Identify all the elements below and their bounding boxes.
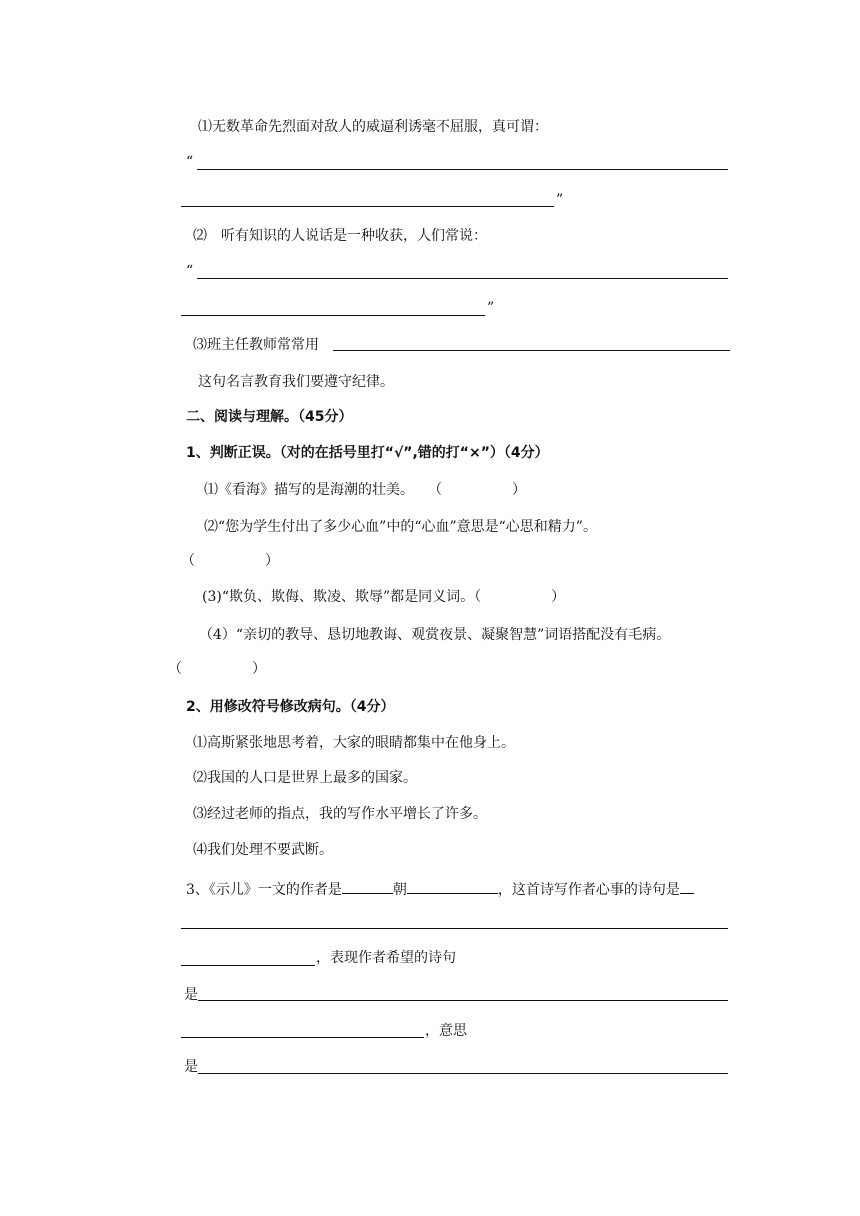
meaning-answer-line[interactable] [198,1073,728,1074]
judge-item: （4）“亲切的教导、恳切地教诲、观赏夜景、凝聚智慧”词语搭配没有毛病。 [199,627,671,643]
judge-item-bracket[interactable]: （ ） [168,661,266,677]
q3-text: ⑶班主任教师常常用 [193,337,319,353]
dynasty-blank[interactable] [342,879,393,894]
q3-answer-line[interactable] [333,350,730,351]
hope-answer-line-end[interactable] [181,1037,424,1038]
judge-heading: 1、判断正误。（对的在括号里打“√”,错的打“×”）（4分） [186,445,549,461]
fix-item: ⑷我们处理不要武断。 [193,842,333,858]
fix-heading: 2、用修改符号修改病句。（4分） [186,699,395,715]
fix-item: ⑵我国的人口是世界上最多的国家。 [193,770,417,786]
judge-item: (3)“欺负、欺侮、欺凌、欺辱”都是同义词。（ ） [202,589,566,605]
q1-answer-line-2[interactable] [181,206,554,207]
q2-answer-line-1[interactable] [197,278,728,279]
poem-suffix: ，这首诗写作者心事的诗句是 [497,882,680,898]
poem-prefix: 3、《示儿》一文的作者是 [186,882,342,898]
author-blank[interactable] [407,879,498,894]
judge-item: ⑴《看海》描写的是海潮的壮美。 （ ） [204,482,526,498]
poem-hope: ，表现作者希望的诗句 [316,950,456,966]
q2-open-quote: “ [186,263,194,279]
q3-tail: 这句名言教育我们要遵守纪律。 [198,374,394,390]
q2-answer-line-2[interactable] [181,315,485,316]
judge-item: ⑵“您为学生付出了多少心血”中的“心血”意思是“心思和精力”。 [204,519,597,535]
q1-close-quote: ” [556,192,564,208]
q2-text: ⑵ 听有知识的人说话是一种收获，人们常说： [193,228,487,244]
q1-text: ⑴无数革命先烈面对敌人的威逼利诱毫不屈服，真可谓： [198,119,548,135]
fix-item: ⑴高斯紧张地思考着，大家的眼睛都集中在他身上。 [193,735,515,751]
q1-answer-line-1[interactable] [197,169,728,170]
judge-item-bracket[interactable]: （ ） [181,553,279,569]
worry-answer-line-end[interactable] [181,965,315,966]
section-heading: 二、阅读与理解。（45分） [186,409,353,425]
fix-item: ⑶经过老师的指点，我的写作水平增长了许多。 [193,806,487,822]
q2-close-quote: ” [487,300,495,316]
poem-meaning: ，意思 [425,1023,467,1039]
poem-shi-2: 是 [184,1059,198,1075]
q1-open-quote: “ [186,154,194,170]
poem-question [186,879,694,900]
worry-answer-line[interactable] [181,928,728,929]
worry-blank-start[interactable] [680,879,694,894]
poem-mid: 朝 [392,882,407,898]
poem-shi-1: 是 [184,987,198,1003]
hope-answer-line[interactable] [198,1000,728,1001]
